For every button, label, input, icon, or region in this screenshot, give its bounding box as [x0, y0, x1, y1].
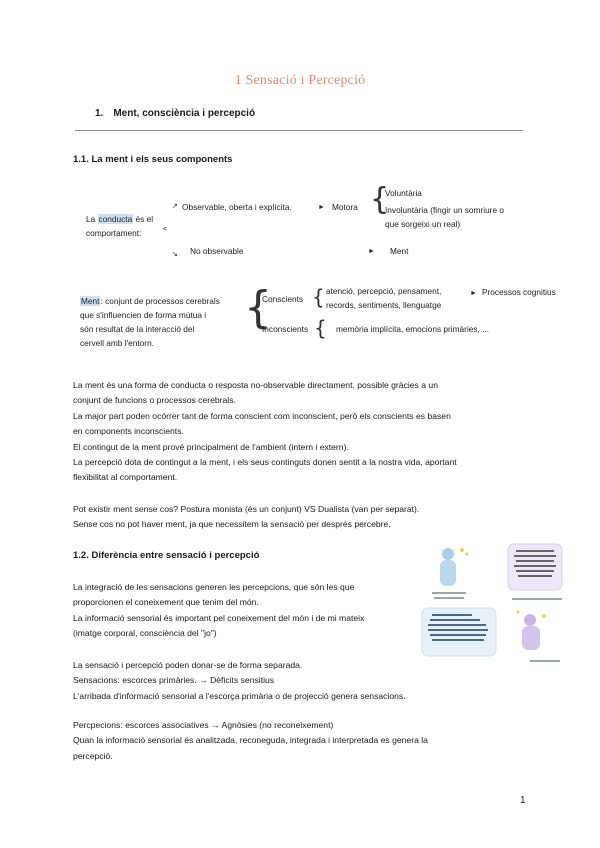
sensation-perception-illustration — [420, 540, 570, 670]
paragraph-line: La integració de les sensacions generen les percepcions, que són les que — [73, 582, 355, 592]
paragraph-line: conjunt de funcions o processos cerebrals. — [73, 395, 236, 406]
paragraph-block-5 — [73, 718, 428, 764]
ment-definition-line2: que s'influencien de forma mútua i — [80, 310, 207, 320]
voluntaria-text: Voluntària — [385, 188, 422, 198]
figure-textbox-icon — [422, 608, 496, 656]
arrow-right-icon: ► — [470, 290, 477, 297]
brace-icon: { — [370, 182, 390, 217]
paragraph-line: La sensació i percepció poden donar-se de forma separada. — [73, 660, 303, 670]
inconscients-text: Inconscients — [262, 324, 309, 334]
paragraph-line: percepció. — [73, 750, 113, 761]
brace-icon: { — [244, 282, 272, 333]
conduct-label-line1: La conducta és el — [86, 214, 154, 224]
conduct-label-line2: comportament: — [86, 228, 142, 238]
paragraph-block-2 — [73, 502, 419, 533]
paragraph-line: flexibilitat al comportament. — [73, 472, 178, 483]
involuntaria-line1: Involuntària (fingir un somriure o — [385, 205, 504, 215]
section-number: 1. — [95, 108, 104, 119]
arrow-down-icon: ↘ — [172, 251, 178, 258]
brace-icon: { — [314, 316, 327, 340]
figure-person-icon — [432, 548, 469, 599]
paragraph-block-1 — [73, 378, 457, 486]
paragraph-line: El contingut de la ment prové principalment de l'ambient (intern i extern). — [73, 441, 349, 452]
section-heading — [95, 108, 255, 119]
observable-text: Observable, oberta i explícita. — [182, 202, 292, 212]
paragraph-line: La major part poden ocórrer tant de forma conscient com inconscient, però els conscients es basen — [73, 410, 451, 421]
motora-text: Motora — [332, 202, 358, 212]
subsection-heading-1-2: 1.2. Diferència entre sensació i percepció — [73, 550, 260, 561]
branch-arrow-icon: < — [163, 226, 168, 233]
conduct-highlight: conducta — [98, 214, 133, 224]
processos-cognitius-text: Processos cognitius — [482, 287, 556, 297]
section-label: Ment, consciència i percepció — [113, 108, 256, 119]
paragraph-line: proporcionen el coneixement que tenim del món. — [73, 597, 259, 608]
page-number: 1 — [520, 795, 526, 806]
paragraph-line: La informació sensorial és important pel coneixement del món i de mi mateix — [73, 612, 365, 623]
conscients-text: Conscients — [262, 294, 304, 304]
arrow-right-icon: ► — [368, 248, 375, 255]
figure-textbox-icon — [508, 544, 562, 600]
arrow-up-icon: ↗ — [172, 203, 178, 210]
paragraph-block-3 — [73, 580, 364, 642]
ment-definition-line1: Ment: conjunt de processos cerebrals — [81, 296, 220, 306]
ment-highlight: Ment — [81, 296, 100, 306]
subsection-heading-1-1: 1.1. La ment i els seus components — [73, 154, 233, 165]
illustration-svg — [420, 540, 570, 670]
paragraph-block-4 — [73, 658, 406, 704]
arrow-right-icon: ► — [318, 204, 325, 211]
paragraph-line: L'arribada d'informació sensorial a l'escorça primària o de projecció genera sensacions. — [73, 690, 406, 701]
figure-person-icon — [517, 611, 561, 663]
ment-definition-line4: cervell amb l'entorn. — [80, 338, 154, 348]
involuntaria-line2: que sorgeixi un real) — [385, 219, 461, 229]
ment-definition-line3: són resultat de la interacció del — [80, 324, 195, 334]
paragraph-line: La percepció dota de contingut a la ment, i els seus continguts donen sentit a la nostra vida, aportant — [73, 457, 457, 468]
document-title: 1 Sensació i Percepció — [234, 73, 366, 88]
brace-icon: { — [312, 285, 325, 309]
no-observable-text: No observable — [190, 246, 244, 256]
paragraph-line: La ment és una forma de conducta o resposta no-observable directament, possible gràcies a un — [73, 380, 438, 390]
conscients-items-line2: records, sentiments, llenguatge — [326, 300, 442, 310]
paragraph-line: (imatge corporal, consciència del "jo") — [73, 628, 217, 639]
ment-text: Ment — [390, 246, 409, 256]
paragraph-line: Sense cos no pot haver ment, ja que necessitem la sensació per després percebre. — [73, 519, 391, 530]
horizontal-rule — [75, 130, 523, 131]
paragraph-line: Sensacions: escorces primàries. → Dèficits sensitius — [73, 675, 275, 686]
paragraph-line: Pot existir ment sense cos? Postura monista (és un conjunt) VS Dualista (van per separat). — [73, 504, 420, 514]
inconscients-items: memòria implícita, emocions primàries, ... — [336, 324, 490, 334]
paragraph-line: Quan la informació sensorial és analitzada, reconeguda, integrada i interpretada es genera la — [73, 735, 428, 746]
paragraph-line: en components inconscients. — [73, 426, 184, 437]
paragraph-line: Percpecions: escorces associatives → Agnòsies (no reconeixement) — [73, 720, 334, 730]
conscients-items-line1: atenció, percepció, pensament, — [326, 286, 442, 296]
